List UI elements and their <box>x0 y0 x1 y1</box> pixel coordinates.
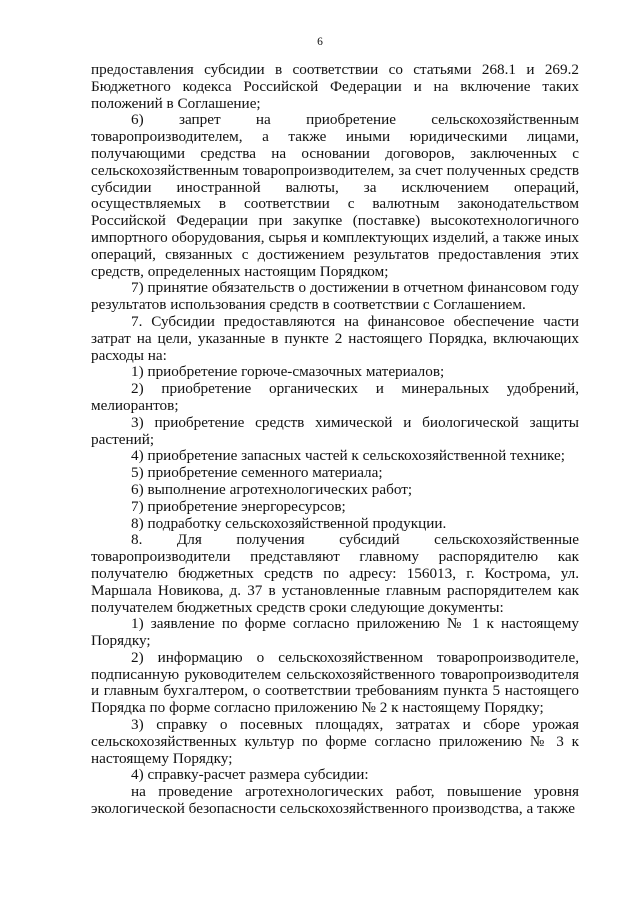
paragraph: 2) приобретение органических и минеральных удобрений, мелиорантов; <box>91 380 579 414</box>
paragraph: 3) приобретение средств химической и биологической защиты растений; <box>91 413 579 448</box>
document-body <box>91 62 579 818</box>
paragraph: 6) запрет на приобретение сельскохозяйственным товаропроизводителем, а также иными юридическими лицами, получающими средства на основании договоров, заключенных с сельскохозяйственным товаропроизводителем, за счет полученных средств субсидии иностранной валюты, за исключением операций, осуществляемых в соответствии с валютным законодательством Российской Федерации при закупке (поставке) высокотехнологичного импортного оборудования, сырья и комплектующих изделий, а также иных операций, связанных с достижением результатов предоставления этих средств, определенных настоящим Порядком; <box>91 111 579 280</box>
paragraph: 8. Для получения субсидий сельскохозяйственные товаропроизводители представляют главному распорядителю как получателю бюджетных средств по адресу: 156013, г. Кострома, ул. Маршала Новикова, д. 37 в установленные главным распорядителем как получателем бюджетных средств сроки следующие документы: <box>91 531 579 616</box>
paragraph: 3) справку о посевных площадях, затратах и сборе урожая сельскохозяйственных культур по форме согласно приложению № 3 к настоящему Порядку; <box>91 716 579 767</box>
paragraph: 2) информацию о сельскохозяйственном товаропроизводителе, подписанную руководителем сельскохозяйственного товаропроизводителя и главным бухгалтером, о соответствии требованиям пункта 5 настоящего Порядка по форме согласно приложению № 2 к настоящему Порядку; <box>91 648 579 717</box>
paragraph: 7. Субсидии предоставляются на финансовое обеспечение части затрат на цели, указанные в пункте 2 настоящего Порядка, включающих расходы на: <box>91 312 579 364</box>
paragraph: предоставления субсидии в соответствии со статьями 268.1 и 269.2 Бюджетного кодекса Российской Федерации и на включение таких положений в Соглашение; <box>91 61 579 112</box>
paragraph: 4) приобретение запасных частей к сельскохозяйственной технике; <box>131 447 566 465</box>
paragraph: на проведение агротехнологических работ, повышение уровня экологической безопасности сельскохозяйственного производства, а также <box>91 783 579 818</box>
paragraph: 7) приобретение энергоресурсов; <box>131 497 346 515</box>
paragraph: 7) принятие обязательств о достижении в отчетном финансовом году результатов использования средств в соответствии с Соглашением. <box>91 279 579 314</box>
page-number: 6 <box>317 36 323 48</box>
paragraph: 1) заявление по форме согласно приложению № 1 к настоящему Порядку; <box>91 615 579 650</box>
paragraph: 8) подработку сельскохозяйственной продукции. <box>131 514 447 532</box>
paragraph: 4) справку-расчет размера субсидии: <box>131 766 369 784</box>
paragraph: 1) приобретение горюче-смазочных материалов; <box>131 363 445 381</box>
paragraph: 6) выполнение агротехнологических работ; <box>131 480 413 498</box>
paragraph: 5) приобретение семенного материала; <box>131 464 383 482</box>
